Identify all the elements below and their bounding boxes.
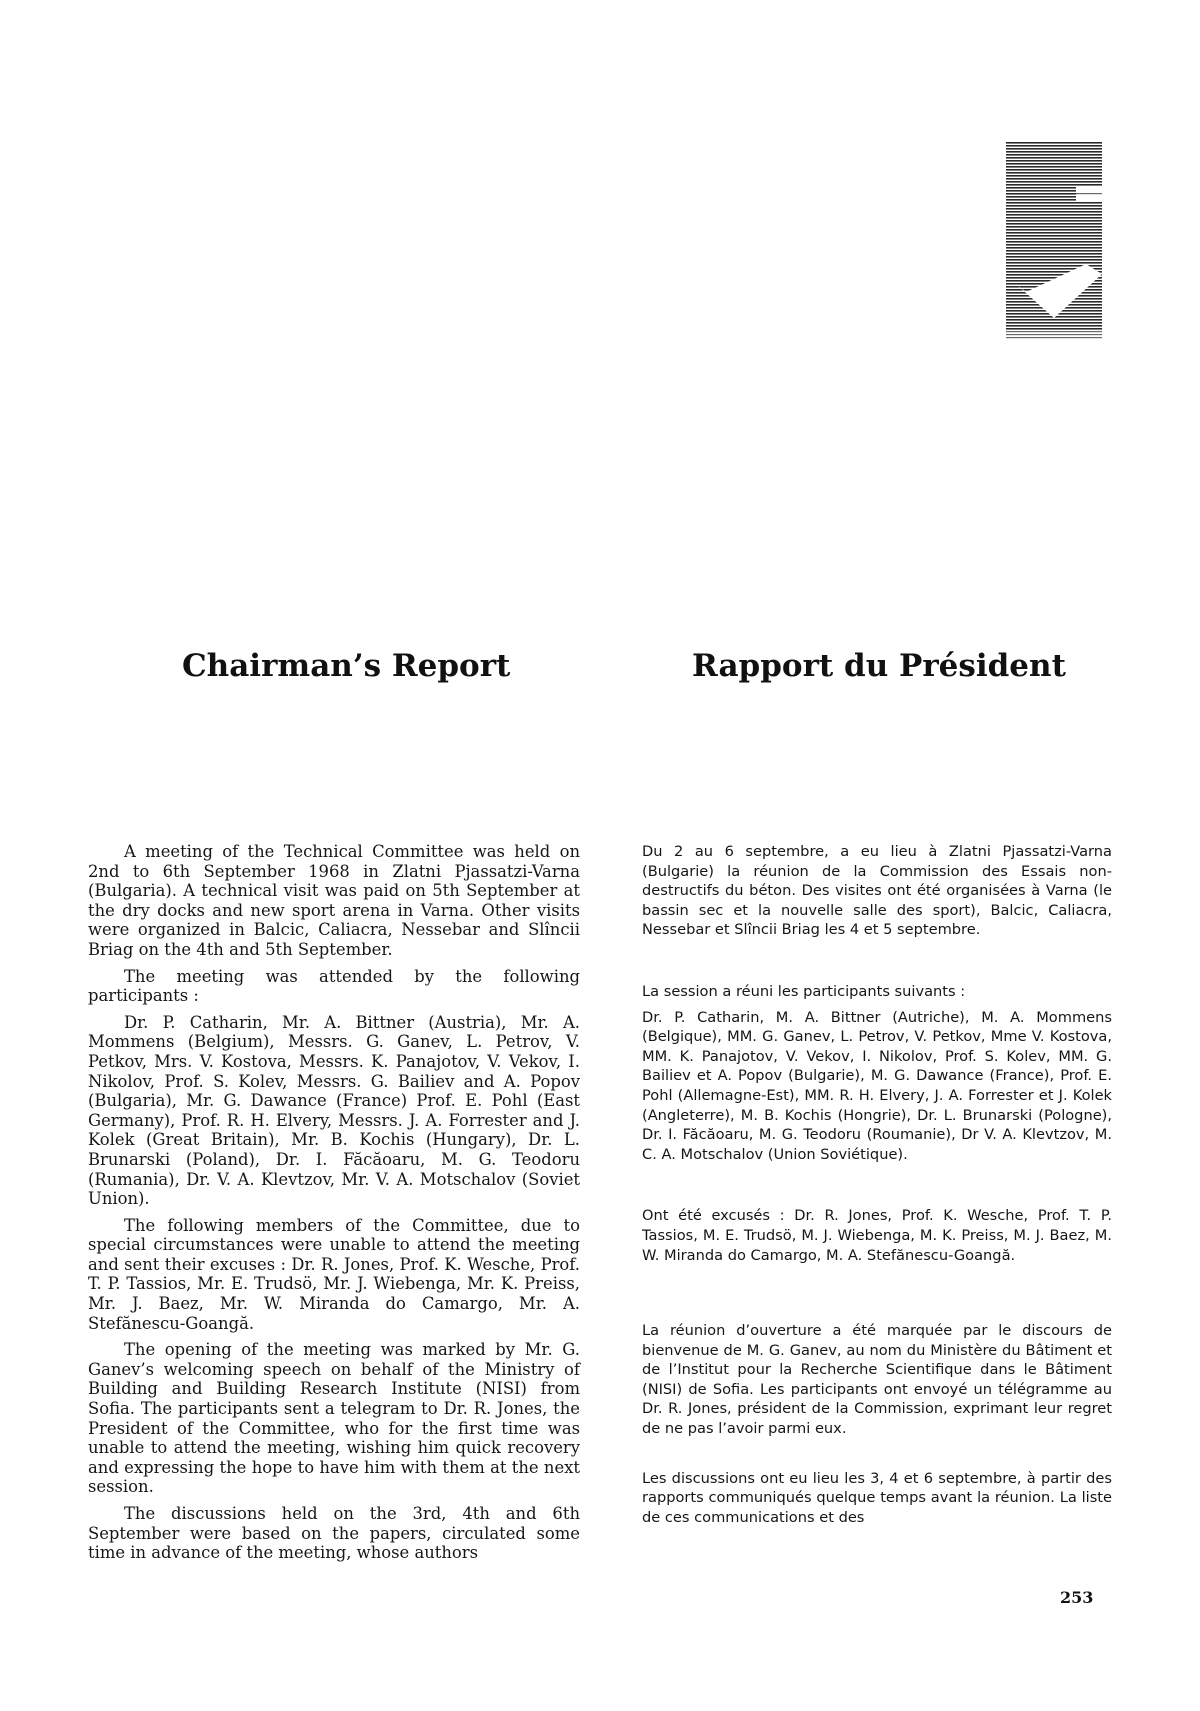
french-paragraph-discussions: Les discussions ont eu lieu les 3, 4 et 6 septembre, à partir des rapports communiqués quelque temps avant la réunion. La liste de ces communications et des <box>642 1469 1112 1526</box>
english-paragraph-discussions: The discussions held on the 3rd, 4th and 6th September were based on the papers, circulated some time in advance of the meeting, whose authors <box>88 1504 580 1563</box>
french-paragraph-excuses: Ont été excusés : Dr. R. Jones, Prof. K. Wesche, Prof. T. P. Tassios, M. E. Trudsö, M. J. Wiebenga, M. K. Preiss, M. J. Baez, M. W. Miranda do Camargo, M. A. Stefănescu-Goangă. <box>642 1207 1112 1264</box>
french-paragraph-meeting: Du 2 au 6 septembre, a eu lieu à Zlatni Pjassatzi-Varna (Bulgarie) la réunion de la Commission des Essais non-destructifs du béton. Des visites ont été organisées à Varna (le bassin sec et la nouvelle salle des sport), Balcic, Caliacra, Nessebar et Slîncii Briag les 4 et 5 septembre. <box>642 843 1112 939</box>
page-title-english: Chairman’s Report <box>182 648 511 684</box>
english-paragraph-participants: Dr. P. Catharin, Mr. A. Bittner (Austria), Mr. A. Mommens (Belgium), Messrs. G. Ganev, L. Petrov, V. Petkov, Mrs. V. Kostova, Messrs. K. Panajotov, V. Vekov, I. Nikolov, Prof. S. Kolev, Messrs. G. Bailiev and A. Popov (Bulgaria), Mr. G. Dawance (France) Prof. E. Pohl (East Germany), Prof. R. H. Elvery, Messrs. J. A. Forrester and J. Kolek (Great Britain), Mr. B. Kochis (Hungary), Dr. L. Brunarski (Poland), Dr. I. Făcăoaru, M. G. Teodoru (Rumania), Dr. V. A. Klevtzov, Mr. V. A. Motschalov (Soviet Union). <box>88 1012 580 1209</box>
english-paragraph-attendance: The meeting was attended by the following participants : <box>88 966 580 1006</box>
french-paragraph-participants: Dr. P. Catharin, M. A. Bittner (Autriche), M. A. Mommens (Belgique), MM. G. Ganev, L. Petrov, V. Petkov, Mme V. Kostova, MM. K. Panajotov, V. Vekov, I. Nikolov, Prof. S. Kolev, MM. G. Bailiev et A. Popov (Bulgarie), M. G. Dawance (France), Prof. E. Pohl (Allemagne-Est), MM. R. H. Elvery, J. A. Forrester et J. Kolek (Angleterre), M. B. Kochis (Hongrie), Dr. L. Brunarski (Pologne), Dr. I. Făcăoaru, M. G. Teodoru (Roumanie), Dr V. A. Klevtzov, M. C. A. Motschalov (Union Soviétique). <box>642 1008 1112 1163</box>
english-paragraph-excuses: The following members of the Committee, due to special circumstances were unable to attend the meeting and sent their excuses : Dr. R. Jones, Prof. K. Wesche, Prof. T. P. Tassios, Mr. E. Trudsö, Mr. J. Wiebenga, Mr. K. Preiss, Mr. J. Baez, Mr. W. Miranda do Camargo, Mr. A. Stefănescu-Goangă. <box>88 1215 580 1333</box>
english-column <box>88 842 580 1570</box>
french-paragraph-attendance: La session a réuni les participants suivants : <box>642 982 966 1000</box>
page-title-french: Rapport du Président <box>692 648 1066 684</box>
french-paragraph-opening: La réunion d’ouverture a été marquée par le discours de bienvenue de M. G. Ganev, au nom du Ministère du Bâtiment et de l’Institut pour la Recherche Scientifique dans le Bâtiment (NISI) de Sofia. Les participants ont envoyé un télégramme au Dr. R. Jones, président de la Commission, exprimant leur regret de ne pas l’avoir parmi eux. <box>642 1322 1112 1438</box>
hatched-emblem-icon <box>1006 142 1102 352</box>
english-paragraph-opening: The opening of the meeting was marked by Mr. G. Ganev’s welcoming speech on behalf of the Ministry of Building and Building Research Institute (NISI) from Sofia. The participants sent a telegram to Dr. R. Jones, the President of the Committee, who for the first time was unable to attend the meeting, wishing him quick recovery and expressing the hope to have him with them at the next session. <box>88 1340 580 1497</box>
french-column <box>642 842 1112 1527</box>
english-paragraph-meeting: A meeting of the Technical Committee was held on 2nd to 6th September 1968 in Zlatni Pjassatzi-Varna (Bulgaria). A technical visit was paid on 5th September at the dry docks and new sport arena in Varna. Other visits were organized in Balcic, Caliacra, Nessebar and Slîncii Briag on the 4th and 5th September. <box>88 842 580 959</box>
page-number: 253 <box>1060 1588 1094 1607</box>
